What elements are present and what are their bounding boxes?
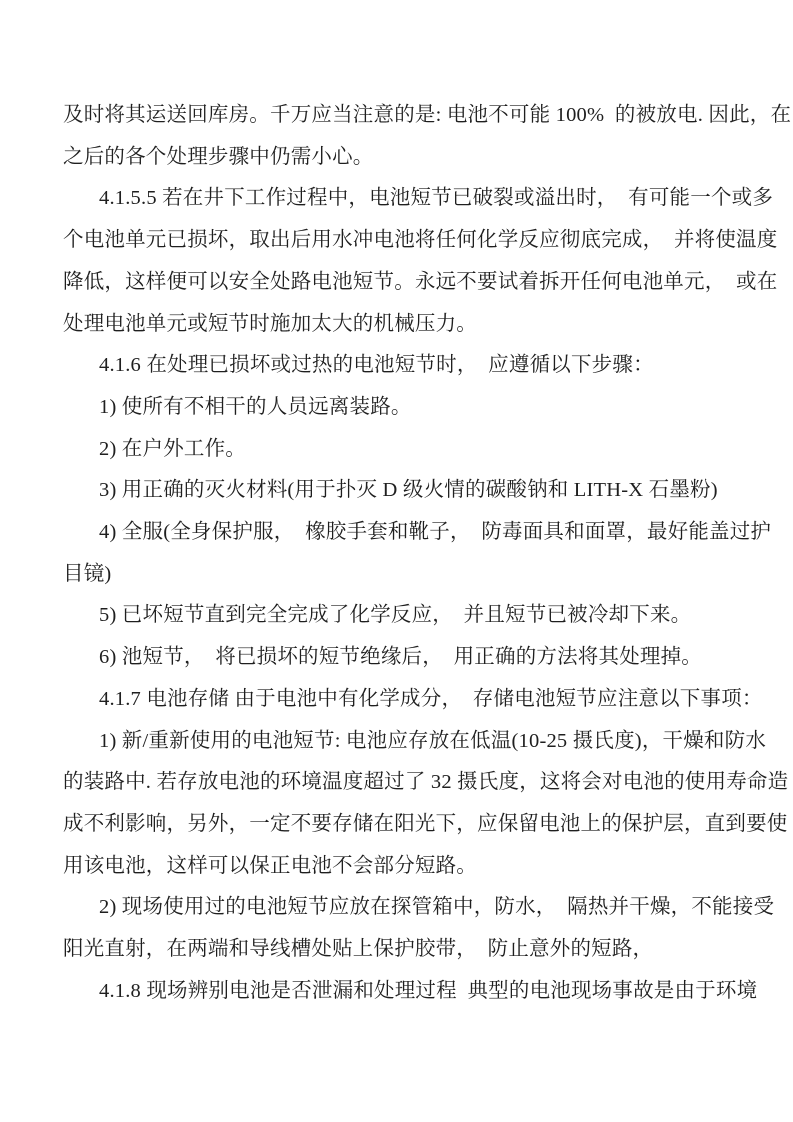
text-line: 目镜) — [63, 562, 112, 585]
text-line: 4.1.5.5 若在井下工作过程中，电池短节已破裂或溢出时， 有可能一个或多 — [99, 187, 774, 210]
text-line: 1) 新/重新使用的电池短节: 电池应存放在低温(10-25 摄氏度)，干燥和防水 — [99, 729, 767, 752]
text-line: 成不利影响，另外，一定不要存储在阳光下，应保留电池上的保护层，直到要使 — [63, 812, 788, 835]
text-line: 4.1.7 电池存储 由于电池中有化学成分， 存储电池短节应注意以下事项： — [99, 687, 763, 710]
text-line: 个电池单元已损坏，取出后用水冲电池将任何化学反应彻底完成， 并将使温度 — [63, 229, 778, 252]
text-line: 处理电池单元或短节时施加太大的机械压力。 — [63, 312, 477, 335]
document-text-block — [63, 95, 792, 1012]
text-line: 用该电池，这样可以保正电池不会部分短路。 — [63, 854, 477, 877]
text-line: 及时将其运送回库房。千万应当注意的是: 电池不可能 100% 的被放电. 因此，在 — [63, 104, 792, 126]
text-line: 6) 池短节， 将已损坏的短节绝缘后， 用正确的方法将其处理掉。 — [99, 646, 702, 669]
text-line: 4.1.8 现场辨别电池是否泄漏和处理过程 典型的电池现场事故是由于环境 — [99, 979, 758, 1002]
text-line: 4.1.6 在处理已损坏或过热的电池短节时， 应遵循以下步骤： — [99, 354, 654, 377]
text-line: 2) 在户外工作。 — [99, 437, 247, 460]
text-line: 2) 现场使用过的电池短节应放在探管箱中，防水， 隔热并干燥，不能接受 — [99, 896, 775, 919]
text-line: 阳光直射，在两端和导线槽处贴上保护胶带， 防止意外的短路， — [63, 938, 654, 961]
text-line: 降低，这样便可以安全处路电池短节。永远不要试着拆开任何电池单元， 或在 — [63, 270, 778, 293]
text-line: 5) 已坏短节直到完全完成了化学反应， 并且短节已被冷却下来。 — [99, 604, 692, 627]
text-line: 之后的各个处理步骤中仍需小心。 — [63, 145, 374, 168]
text-line: 1) 使所有不相干的人员远离装路。 — [99, 395, 412, 418]
text-line: 的装路中. 若存放电池的环境温度超过了 32 摄氏度，这将会对电池的使用寿命造 — [63, 771, 789, 794]
text-line: 4) 全服(全身保护服， 橡胶手套和靴子， 防毒面具和面罩，最好能盖过护 — [99, 521, 772, 544]
text-line: 3) 用正确的灭火材料(用于扑灭 D 级火情的碳酸钠和 LITH-X 石墨粉) — [99, 479, 718, 502]
